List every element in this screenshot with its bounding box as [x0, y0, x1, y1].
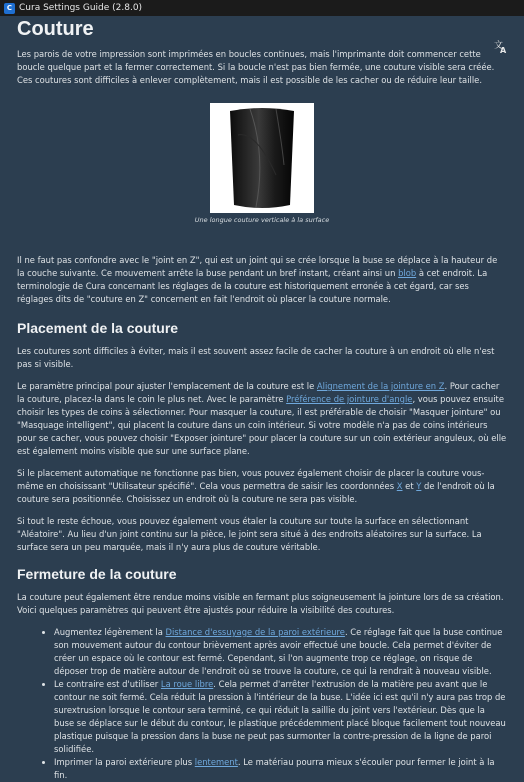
- svg-text:文: 文: [494, 41, 504, 51]
- outer-wall-wipe-distance-link[interactable]: Distance d'essuyage de la paroi extérieure: [165, 627, 345, 637]
- list-item: • Augmentez légèrement la Distance d'essuyage de la paroi extérieure. Ce réglage fait que la buse continue son mouvement autour du contour brièvement après avoir effectué une boucle. Cela permet d'éviter de créer un espace où le contour est fermé. Cependant, si l'on augmente trop ce réglage, on risque de déposer trop de matière autour de l'endroit où se trouve la couture, ce qui la rendrait à nouveau visible.: [54, 626, 507, 678]
- app-icon: C: [4, 3, 15, 14]
- blob-link[interactable]: blob: [398, 268, 417, 278]
- slowly-link[interactable]: lentement: [194, 757, 238, 767]
- placement-paragraph-1: Les coutures sont difficiles à éviter, mais il est souvent assez facile de cacher la couture à un endroit où elle n'est pas si visible.: [17, 346, 495, 369]
- figure-caption: Une longue couture verticale à la surface: [194, 216, 330, 224]
- z-seam-alignment-link[interactable]: Alignement de la jointure en Z: [316, 381, 445, 391]
- svg-text:A: A: [500, 46, 507, 53]
- section-heading-placement: Placement de la couture: [17, 320, 179, 336]
- intro-paragraph: Les parois de votre impression sont imprimées en boucles continues, mais l'imprimante doit commencer cette boucle quelque part et la fermer correctement. Si la boucle n'est pas bien fermée, une couture visible sera créée. Ces coutures sont difficiles à enlever complètement, mais il est possible de les cacher ou de réduire leur taille.: [17, 49, 495, 85]
- list-item: • Le contraire est d'utiliser La roue libre. Cela permet d'arrêter l'extrusion de la matière peu avant que le contour ne soit fermé. Cela réduit la pression à l'intérieur de la buse. L'idée ici est qu'il n'y aura pas trop de surextrusion lorsque le contour sera terminé, ce qui réduit la saillie du joint vers l'extérieur. Dès que la buse se déplace sur le début du contour, le plastique précédemment placé bloque facilement tout nouveau plastique puisque la pression dans la buse ne peut pas surmonter la contre-pression de la ligne de paroi solidifiée.: [54, 678, 507, 756]
- placement-paragraph-2: Le paramètre principal pour ajuster l'emplacement de la couture est le Alignement de la jointure en Z. Pour cacher la couture, placez-la dans le coin le plus net. Avec le paramètre Préférence de jointure d'angle, vous pouvez ensuite choisir les types de coins à sélectionner. Pour masquer la couture, il est préférable de choisir "Masquer jointure" ou "Masquage intelligent", qui placent la couture dans un coin intérieur. Si votre modèle n'a pas de coins intérieurs pour se cacher, vous pouvez choisir "Exposer jointure" pour placer la couture sur un coin extérieur anguleux, où elle est également moins visible que sur une surface plane.: [17, 381, 507, 456]
- window-title: Cura Settings Guide (2.8.0): [19, 3, 143, 13]
- closing-bullet-list: [17, 626, 507, 782]
- closing-paragraph-1: La couture peut également être rendue moins visible en fermant plus soigneusement la jointure lors de sa création. Voici quelques paramètres qui peuvent être ajustés pour réduire la visibilité des coutures.: [17, 592, 504, 615]
- list-item: • Imprimer la paroi extérieure plus lentement. Le matériau pourra mieux s'écouler pour fermer le joint à la fin.: [54, 756, 507, 782]
- placement-paragraph-4: Si tout le reste échoue, vous pouvez également vous étaler la couture sur toute la surface en sélectionnant "Aléatoire". Au lieu d'un joint continu sur la pièce, le joint sera situé à des endroits aléatoires sur la surface. La surface sera un peu marquée, mais il n'y aura plus de couture véritable.: [17, 516, 482, 552]
- page-title: Couture: [17, 18, 94, 40]
- seam-image: [210, 103, 314, 213]
- coasting-link[interactable]: La roue libre: [160, 679, 214, 689]
- window-titlebar: [0, 0, 524, 16]
- placement-paragraph-3: Si le placement automatique ne fonctionne pas bien, vous pouvez également choisir de placer la couture vous-même en choisissant "Utilisateur spécifié". Cela vous permettra de saisir les coordonnées X et Y de l'endroit où la couture sera positionnée. Choisissez un endroit où la couture ne sera pas visible.: [17, 468, 495, 504]
- x-coordinate-link[interactable]: X: [396, 481, 403, 491]
- figure: [17, 103, 507, 224]
- seam-corner-preference-link[interactable]: Préférence de jointure d'angle: [286, 394, 413, 404]
- zseam-paragraph: Il ne faut pas confondre avec le "joint en Z", qui est un joint qui se crée lorsque la buse se déplace à la hauteur de la couche suivante. Ce mouvement arrête la buse pendant un bref instant, créant ainsi un blob à cet endroit. La terminologie de Cura concernant les réglages de la couture est historiquement erronée à cet égard, car ses réglages dits de "couture en Z" concernent en fait l'endroit où placer la couture normale.: [17, 255, 498, 304]
- article: [0, 16, 524, 782]
- section-heading-closing: Fermeture de la couture: [17, 566, 177, 582]
- y-coordinate-link[interactable]: Y: [416, 481, 422, 491]
- translate-icon[interactable]: [494, 38, 508, 57]
